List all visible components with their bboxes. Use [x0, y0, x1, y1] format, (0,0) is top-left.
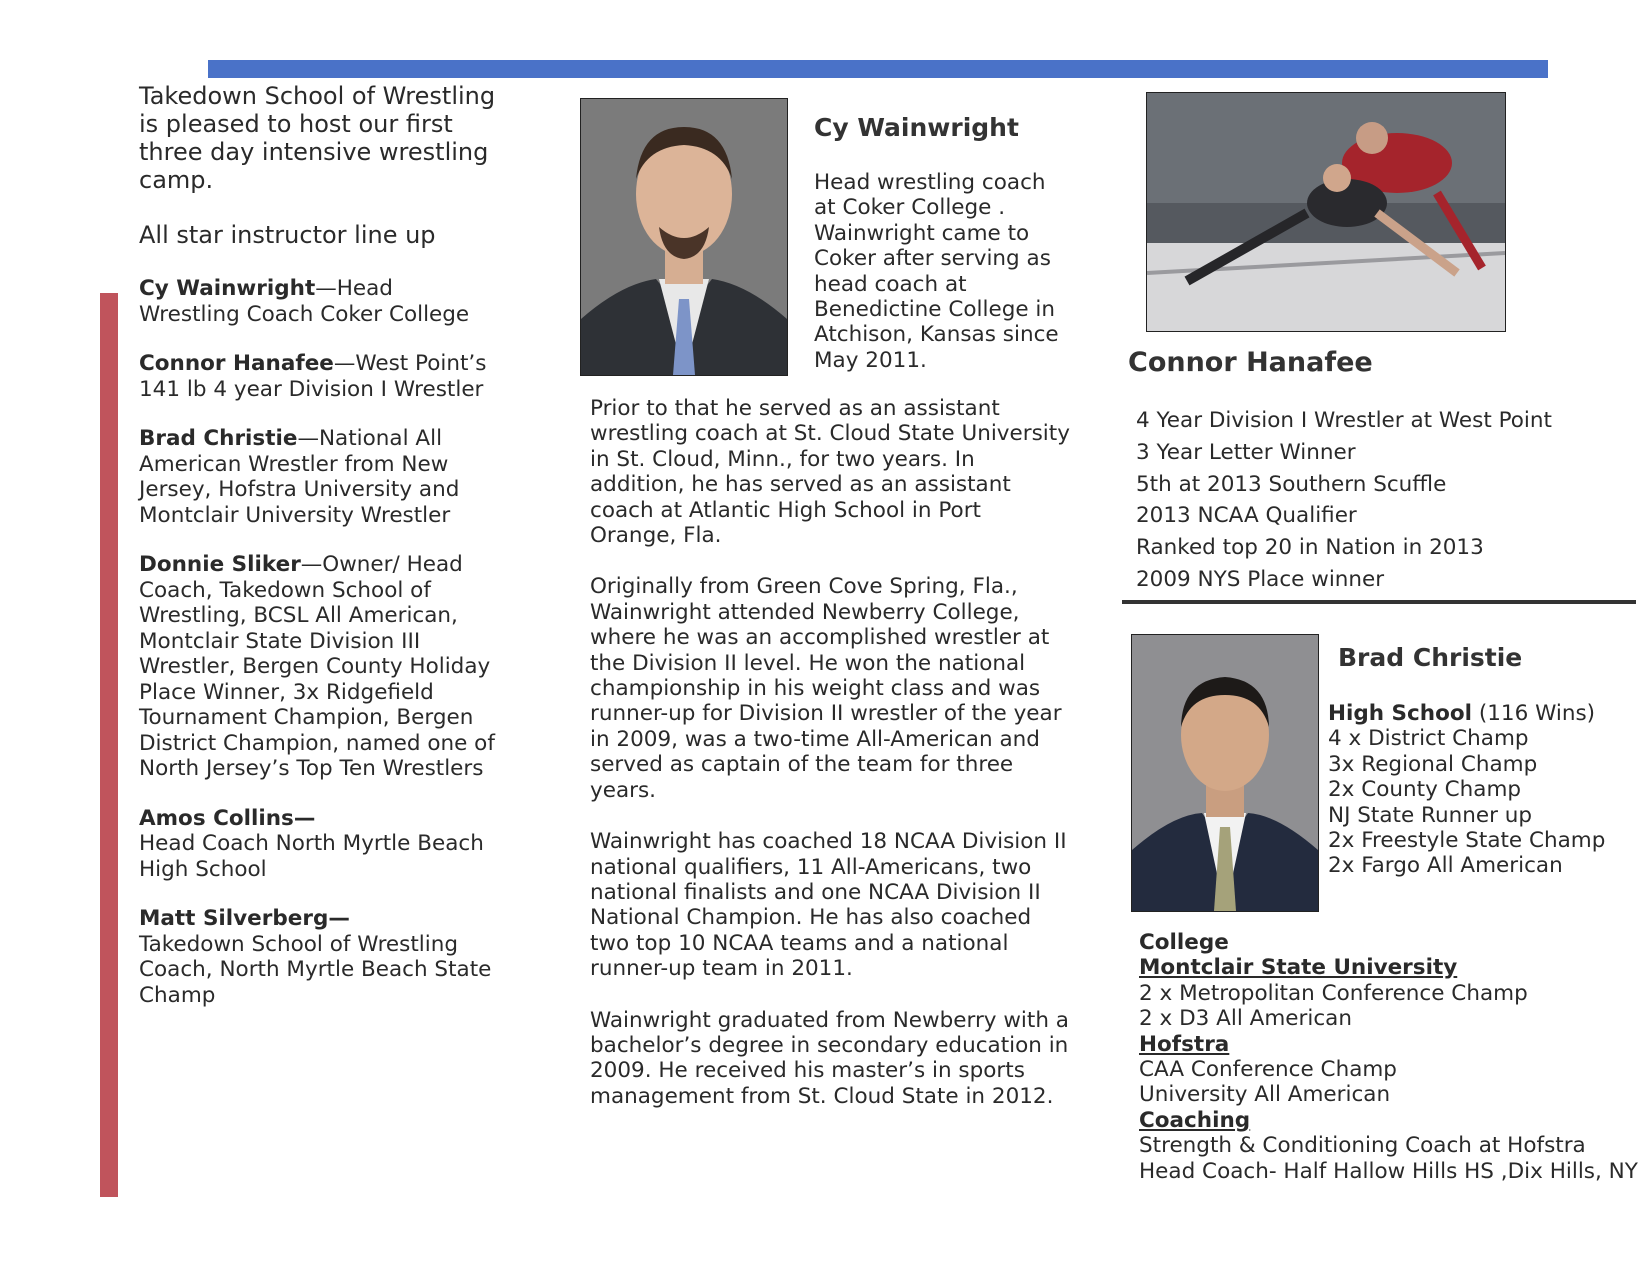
- hs-achievement: 3x Regional Champ: [1328, 751, 1538, 777]
- instructor-name: Connor Hanafee: [139, 351, 334, 376]
- instructor-entry: [139, 276, 499, 327]
- coaching-label: Coaching: [1139, 1107, 1251, 1133]
- college-label: College: [1139, 930, 1229, 955]
- hs-achievement: 2x Fargo All American: [1328, 853, 1563, 879]
- instructor-desc: —West Point’s 141 lb 4 year Division I Wrestler: [139, 351, 487, 402]
- coaching-item: Strength & Conditioning Coach at Hofstra: [1139, 1133, 1586, 1159]
- cy-wainwright-bio-body: [590, 396, 1070, 1135]
- connor-hanafee-name: Connor Hanafee: [1128, 347, 1373, 378]
- instructor-entry: [139, 906, 499, 1008]
- high-school-label: High School: [1328, 701, 1472, 726]
- instructor-name: Donnie Sliker: [139, 552, 301, 577]
- lineup-heading: All star instructor line up: [139, 221, 436, 249]
- cy-wainwright-bio-intro: Head wrestling coach at Coker College . Wainwright came to Coker after serving as head coach at Benedictine College in Atchison, Kansas since May 2011.: [814, 170, 1059, 373]
- connor-hanafee-achievements: [1136, 405, 1616, 596]
- instructor-desc: Head Coach North Myrtle Beach High School: [139, 831, 484, 882]
- college-achievement: CAA Conference Champ: [1139, 1057, 1397, 1083]
- achievement-item: 3 Year Letter Winner: [1136, 439, 1356, 465]
- hs-achievement: 2x Freestyle State Champ: [1328, 828, 1606, 854]
- top-accent-bar: [208, 60, 1548, 78]
- achievement-item: 2013 NCAA Qualifier: [1136, 503, 1357, 529]
- achievement-item: 4 Year Division I Wrestler at West Point: [1136, 408, 1552, 433]
- connor-hanafee-photo: [1146, 92, 1506, 332]
- bio-paragraph: Wainwright has coached 18 NCAA Division II national qualifiers, 11 All-Americans, two national finalists and one NCAA Division II National Champion. He has also coached two top 10 NCAA teams and a national runner-up team in 2011.: [590, 829, 1067, 982]
- instructor-entry: [139, 426, 499, 528]
- brad-christie-photo: [1131, 634, 1319, 912]
- left-column: [139, 82, 499, 1032]
- achievement-item: 2009 NYS Place winner: [1136, 566, 1385, 592]
- hs-achievement: 2x County Champ: [1328, 777, 1522, 803]
- coaching-item: Head Coach- Half Hallow Hills HS ,Dix Hills, NY: [1139, 1158, 1638, 1184]
- left-accent-bar: [100, 293, 118, 1197]
- brad-christie-name: Brad Christie: [1338, 643, 1523, 672]
- instructor-name: Brad Christie: [139, 426, 298, 451]
- achievement-item: Ranked top 20 in Nation in 2013: [1136, 535, 1484, 561]
- achievement-item: 5th at 2013 Southern Scuffle: [1136, 471, 1447, 497]
- intro-text: Takedown School of Wrestling is pleased to host our first three day intensive wrestling camp.: [139, 82, 496, 194]
- instructor-entry: [139, 552, 499, 782]
- brad-christie-high-school: [1328, 701, 1628, 879]
- instructor-desc: —National All American Wrestler from New Jersey, Hofstra University and Montclair University Wrestler: [139, 426, 460, 528]
- college-achievement: 2 x D3 All American: [1139, 1006, 1352, 1032]
- hs-achievement: 4 x District Champ: [1328, 726, 1529, 752]
- hs-achievement: NJ State Runner up: [1328, 802, 1533, 828]
- college-achievement: University All American: [1139, 1082, 1391, 1108]
- instructor-name: Matt Silverberg—: [139, 906, 350, 931]
- instructor-name: Amos Collins—: [139, 805, 316, 831]
- instructor-desc: —Owner/ Head Coach, Takedown School of Wrestling, BCSL All American, Montclair State Division III Wrestler, Bergen County Holiday Place Winner, 3x Ridgefield Tournament Champion, Bergen District Champion, named one of North Jersey’s Top Ten Wrestlers: [139, 552, 495, 781]
- hofstra-label: Hofstra: [1139, 1031, 1230, 1057]
- instructor-name: Cy Wainwright: [139, 276, 316, 301]
- instructor-entry: [139, 806, 499, 883]
- brad-christie-college: [1139, 930, 1639, 1184]
- instructor-desc: —Head Wrestling Coach Coker College: [139, 276, 470, 327]
- instructor-desc: Takedown School of Wrestling Coach, North Myrtle Beach State Champ: [139, 931, 492, 1008]
- bio-paragraph: Prior to that he served as an assistant wrestling coach at St. Cloud State University in St. Cloud, Minn., for two years. In addition, he has served as an assistant coach at Atlantic High School in Port Orange, Fla.: [590, 396, 1070, 549]
- college-achievement: 2 x Metropolitan Conference Champ: [1139, 980, 1528, 1006]
- bio-paragraph: Originally from Green Cove Spring, Fla., Wainwright attended Newberry College, where he was an accomplished wrestler at the Division II level. He won the national championship in his weight class and was runner-up for Division II wrestler of the year in 2009, was a two-time All-American and served as captain of the team for three years.: [590, 574, 1062, 803]
- instructor-entry: [139, 351, 499, 402]
- high-school-wins: (116 Wins): [1472, 701, 1596, 726]
- cy-wainwright-photo: [580, 98, 788, 376]
- bio-paragraph: Wainwright graduated from Newberry with a bachelor’s degree in secondary education in 2009. He received his master’s in sports management from St. Cloud State in 2012.: [590, 1007, 1069, 1109]
- section-divider: [1122, 600, 1636, 604]
- montclair-label: Montclair State University: [1139, 955, 1458, 981]
- cy-wainwright-name: Cy Wainwright: [814, 113, 1019, 142]
